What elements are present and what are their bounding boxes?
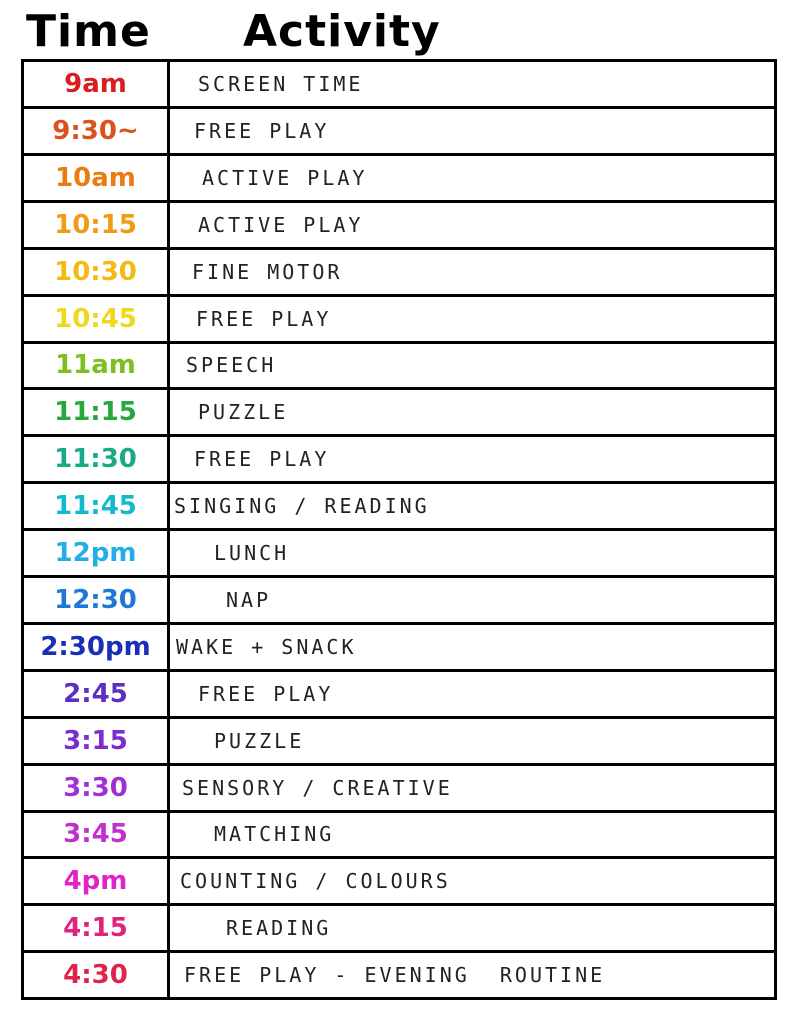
- schedule-row: [24, 437, 774, 484]
- activity-cell: LUNCH: [214, 541, 290, 565]
- schedule-row: [24, 62, 774, 109]
- time-cell: 11:45: [54, 491, 137, 522]
- schedule-row: [24, 109, 774, 156]
- activity-cell: FREE PLAY: [194, 447, 330, 472]
- activity-cell: READING: [226, 916, 332, 941]
- time-cell: 4:30: [63, 960, 128, 991]
- time-cell: 2:30pm: [40, 631, 151, 662]
- schedule-row: [24, 672, 774, 719]
- activity-cell: PUZZLE: [214, 728, 305, 753]
- time-cell: 4:15: [63, 913, 128, 944]
- activity-cell: WAKE + SNACK: [176, 634, 357, 659]
- activity-cell: ACTIVE PLAY: [198, 212, 364, 237]
- time-cell: 12pm: [54, 538, 137, 568]
- schedule-row: [24, 250, 774, 297]
- time-cell: 10am: [55, 162, 136, 193]
- activity-cell: FREE PLAY - EVENING ROUTINE: [184, 963, 606, 988]
- schedule-row: [24, 484, 774, 531]
- time-cell: 10:15: [54, 209, 137, 240]
- activity-column-header: Activity: [243, 6, 441, 57]
- time-cell: 3:45: [63, 819, 128, 850]
- time-cell: 3:30: [63, 772, 128, 803]
- time-column-header: Time: [26, 6, 151, 57]
- schedule-row: [24, 719, 774, 766]
- schedule-table: [21, 59, 777, 1000]
- schedule-row: [24, 297, 774, 344]
- time-cell: 3:15: [63, 725, 128, 756]
- schedule-row: [24, 625, 774, 672]
- time-cell: 12:30: [54, 584, 137, 615]
- activity-cell: PUZZLE: [198, 400, 289, 425]
- activity-cell: COUNTING / COLOURS: [180, 869, 451, 894]
- schedule-row: [24, 156, 774, 203]
- time-cell: 9:30~: [52, 115, 139, 146]
- time-cell: 9am: [64, 69, 127, 99]
- time-cell: 11am: [55, 350, 136, 381]
- time-cell: 4pm: [63, 866, 128, 897]
- activity-cell: NAP: [226, 587, 272, 612]
- activity-cell: SENSORY / CREATIVE: [182, 775, 453, 800]
- schedule-row: [24, 859, 774, 906]
- schedule-row: [24, 578, 774, 625]
- activity-cell: SCREEN TIME: [198, 72, 364, 96]
- activity-cell: FREE PLAY: [198, 681, 334, 706]
- schedule-row: [24, 390, 774, 437]
- time-cell: 11:15: [54, 397, 137, 428]
- time-cell: 10:30: [54, 256, 137, 287]
- time-cell: 2:45: [63, 678, 128, 709]
- schedule-row: [24, 766, 774, 813]
- time-cell: 10:45: [54, 303, 137, 334]
- schedule-row: [24, 203, 774, 250]
- time-cell: 11:30: [54, 444, 137, 475]
- activity-cell: SINGING / READING: [174, 494, 430, 519]
- activity-cell: ACTIVE PLAY: [202, 165, 368, 190]
- activity-cell: MATCHING: [214, 822, 335, 847]
- schedule-row: [24, 531, 774, 578]
- schedule-row: [24, 812, 774, 859]
- schedule-row: [24, 953, 774, 1000]
- activity-cell: FINE MOTOR: [192, 259, 343, 284]
- schedule-row: [24, 906, 774, 953]
- schedule-row: [24, 343, 774, 390]
- activity-cell: FREE PLAY: [194, 118, 330, 143]
- activity-cell: SPEECH: [186, 353, 277, 378]
- activity-cell: FREE PLAY: [196, 306, 332, 331]
